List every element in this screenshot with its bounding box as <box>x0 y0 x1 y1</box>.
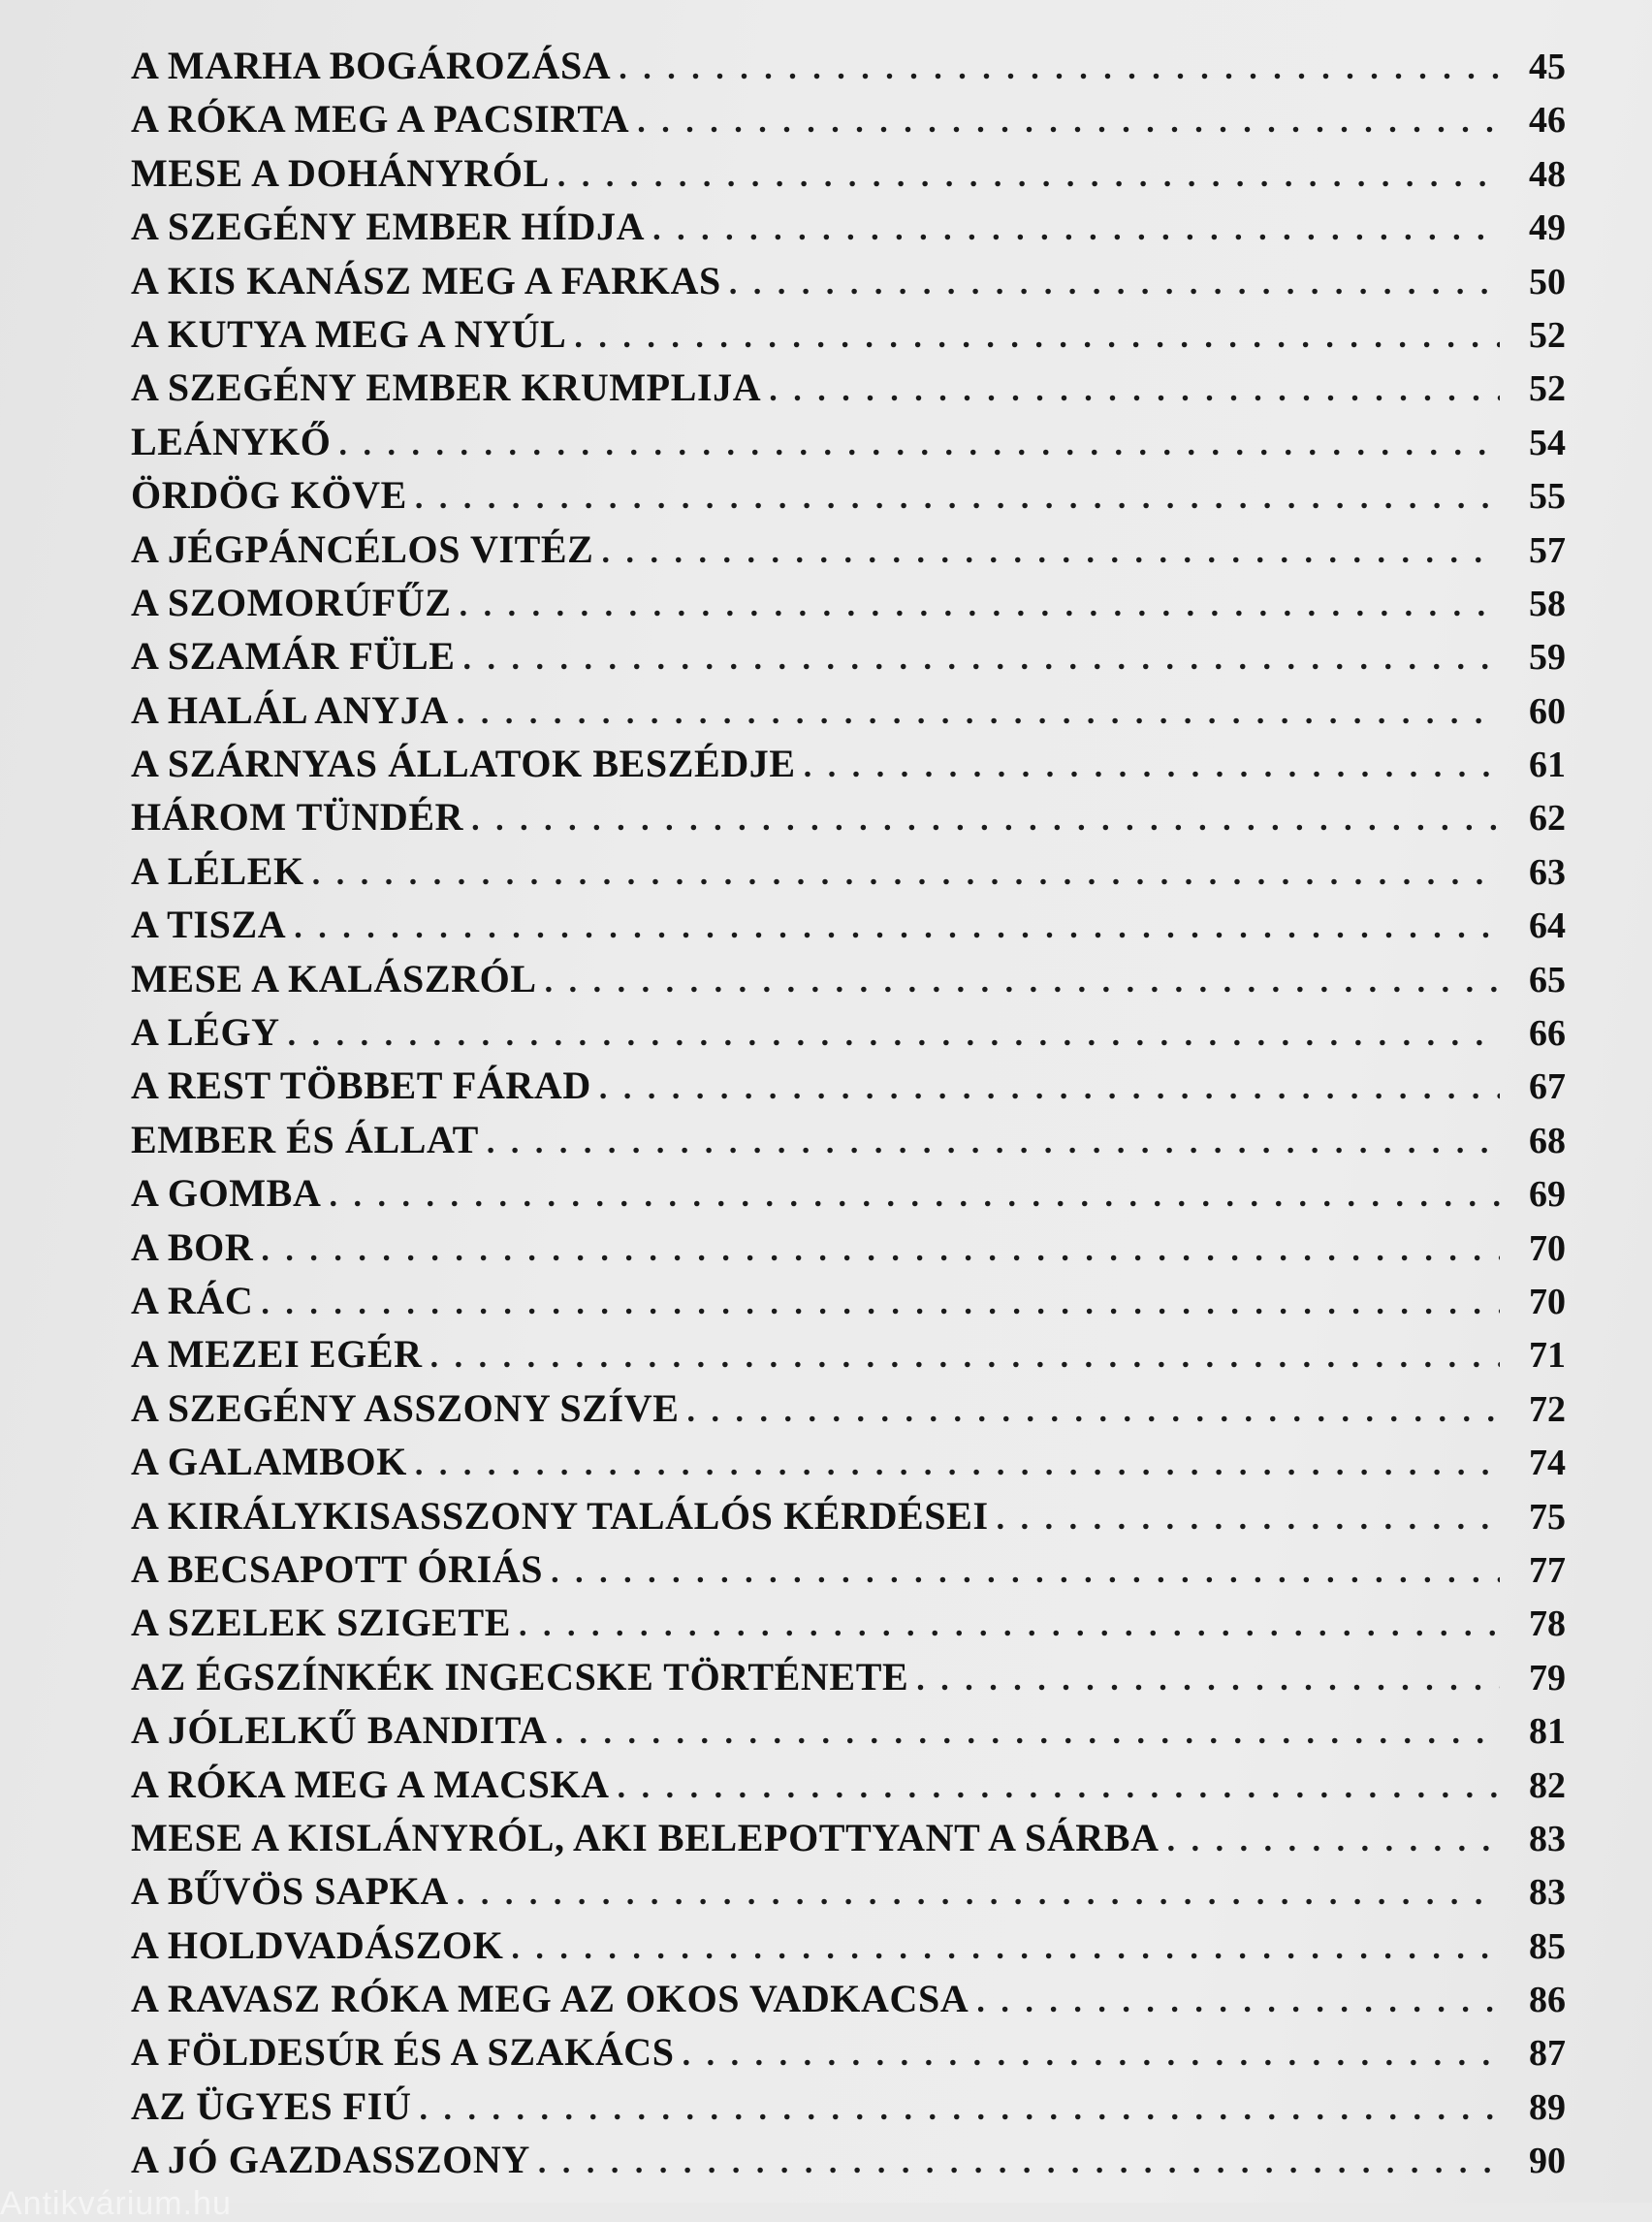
toc-entry-title: AZ ÜGYES FIÚ <box>131 2083 412 2128</box>
toc-entry-title: AZ ÉGSZÍNKÉK INGECSKE TÖRTÉNETE <box>131 1654 909 1698</box>
dot-leader <box>652 203 1500 256</box>
toc-entry-page-number: 52 <box>1529 314 1566 356</box>
toc-entry <box>131 415 1566 468</box>
toc-entry-title: A SZEGÉNY EMBER HÍDJA <box>131 205 646 249</box>
toc-entry <box>131 1221 1566 1274</box>
toc-entry-page-number: 62 <box>1529 798 1566 840</box>
dot-leader <box>419 2082 1500 2136</box>
toc-entry <box>131 1435 1566 1488</box>
toc-entry-title: A JÓLELKŰ BANDITA <box>131 1708 548 1753</box>
toc-entry <box>131 1864 1566 1918</box>
dot-leader <box>551 1545 1500 1599</box>
toc-entry-title: A SZAMÁR FÜLE <box>131 634 456 679</box>
toc-entry <box>131 1703 1566 1757</box>
toc-entry-page-number: 65 <box>1529 959 1566 1000</box>
dot-leader <box>601 525 1500 579</box>
dot-leader <box>769 364 1500 417</box>
toc-entry-page-number: 57 <box>1529 529 1566 571</box>
toc-entry-page-number: 78 <box>1529 1603 1566 1645</box>
toc-entry-page-number: 83 <box>1529 1818 1566 1859</box>
dot-leader <box>471 793 1500 846</box>
toc-entry-page-number: 58 <box>1529 583 1566 624</box>
toc-entry <box>131 1059 1566 1112</box>
toc-entry <box>131 523 1566 576</box>
toc-entry-page-number: 45 <box>1529 47 1566 87</box>
dot-leader <box>599 1062 1500 1115</box>
toc-entry-title: A LÉLEK <box>131 848 304 893</box>
toc-entry-page-number: 55 <box>1529 476 1566 518</box>
toc-entry-page-number: 63 <box>1529 851 1566 893</box>
toc-entry <box>131 1274 1566 1327</box>
toc-entry <box>131 200 1566 253</box>
dot-leader <box>457 1867 1500 1920</box>
toc-entry-title: A SZELEK SZIGETE <box>131 1601 512 1645</box>
dot-leader <box>976 1975 1500 2028</box>
dot-leader <box>460 579 1500 632</box>
toc-entry <box>131 468 1566 522</box>
toc-entry-page-number: 70 <box>1529 1281 1566 1322</box>
toc-entry-page-number: 72 <box>1529 1388 1566 1430</box>
toc-entry <box>131 1919 1566 1972</box>
dot-leader <box>637 95 1500 148</box>
toc-entry-page-number: 79 <box>1529 1657 1566 1698</box>
toc-entry <box>131 952 1566 1005</box>
dot-leader <box>1167 1814 1500 1867</box>
toc-entry-page-number: 74 <box>1529 1443 1566 1484</box>
toc-entry <box>131 790 1566 843</box>
toc-entry <box>131 1811 1566 1864</box>
toc-entry-title: A SZEGÉNY EMBER KRUMPLIJA <box>131 365 762 410</box>
toc-entry <box>131 2133 1566 2186</box>
dot-leader <box>686 1384 1500 1438</box>
toc-entry <box>131 2079 1566 2133</box>
toc-entry-title: MESE A DOHÁNYRÓL <box>131 150 550 195</box>
dot-leader <box>556 1706 1500 1760</box>
dot-leader <box>261 1277 1500 1330</box>
toc-entry-page-number: 66 <box>1529 1013 1566 1055</box>
toc-entry-title: MESE A KISLÁNYRÓL, AKI BELEPOTTYANT A SÁRBA <box>131 1815 1160 1859</box>
toc-entry <box>131 576 1566 629</box>
dot-leader <box>338 418 1500 471</box>
toc-entry <box>131 1381 1566 1435</box>
toc-entry-title: A LÉGY <box>131 1010 280 1055</box>
toc-entry <box>131 361 1566 414</box>
toc-entry-title: A SZOMORÚFŰZ <box>131 580 452 624</box>
dot-leader <box>294 901 1500 954</box>
dot-leader <box>511 1921 1500 1975</box>
toc-entry-page-number: 50 <box>1529 261 1566 302</box>
dot-leader <box>457 686 1500 740</box>
toc-entry <box>131 2025 1566 2079</box>
toc-entry-title: A MARHA BOGÁROZÁSA <box>131 44 612 87</box>
toc-entry-title: MESE A KALÁSZRÓL <box>131 956 537 1000</box>
dot-leader <box>463 632 1501 685</box>
toc-entry <box>131 39 1566 92</box>
toc-entry-page-number: 69 <box>1529 1174 1566 1216</box>
toc-entry-title: A KUTYA MEG A NYÚL <box>131 311 567 356</box>
dot-leader <box>804 740 1500 793</box>
dot-leader <box>997 1492 1500 1545</box>
toc-entry <box>131 1113 1566 1166</box>
dot-leader <box>618 1761 1500 1814</box>
toc-entry <box>131 1489 1566 1542</box>
toc-entry <box>131 1166 1566 1220</box>
dot-leader <box>545 955 1500 1008</box>
toc-entry-page-number: 83 <box>1529 1872 1566 1914</box>
toc-entry-title: LEÁNYKŐ <box>131 419 332 463</box>
toc-entry-page-number: 82 <box>1529 1764 1566 1806</box>
toc-entry <box>131 92 1566 145</box>
toc-entry-page-number: 67 <box>1529 1066 1566 1108</box>
toc-entry-page-number: 71 <box>1529 1335 1566 1377</box>
toc-entry-page-number: 68 <box>1529 1120 1566 1161</box>
toc-entry-page-number: 48 <box>1529 153 1566 195</box>
toc-entry-page-number: 70 <box>1529 1227 1566 1269</box>
dot-leader <box>288 1008 1500 1062</box>
toc-entry-title: A RÓKA MEG A MACSKA <box>131 1762 610 1806</box>
toc-entry-title: HÁROM TÜNDÉR <box>131 795 464 840</box>
toc-entry-title: A RÓKA MEG A PACSIRTA <box>131 97 630 142</box>
toc-entry-title: A RÁC <box>131 1278 254 1322</box>
toc-entry-page-number: 90 <box>1529 2141 1566 2182</box>
toc-entry <box>131 1542 1566 1596</box>
dot-leader <box>261 1223 1500 1277</box>
dot-leader <box>557 149 1500 203</box>
dot-leader <box>415 1438 1500 1491</box>
toc-entry-title: A SZEGÉNY ASSZONY SZÍVE <box>131 1385 680 1430</box>
dot-leader <box>538 2136 1500 2189</box>
toc-entry-title: A MEZEI EGÉR <box>131 1332 423 1377</box>
toc-entry <box>131 844 1566 898</box>
toc-entry <box>131 146 1566 200</box>
toc-entry-title: A HALÁL ANYJA <box>131 687 449 732</box>
toc-entry-title: A SZÁRNYAS ÁLLATOK BESZÉDJE <box>131 742 796 786</box>
toc-entry-title: ÖRDÖG KÖVE <box>131 473 407 518</box>
toc-entry-page-number: 49 <box>1529 207 1566 249</box>
toc-entry-page-number: 77 <box>1529 1549 1566 1591</box>
dot-leader <box>729 257 1500 310</box>
dot-leader <box>683 2028 1500 2081</box>
dot-leader <box>916 1653 1500 1706</box>
table-of-contents <box>131 39 1566 2187</box>
toc-entry-title: A BOR <box>131 1224 254 1269</box>
dot-leader <box>574 310 1500 364</box>
toc-entry-title: A HOLDVADÁSZOK <box>131 1922 504 1967</box>
toc-entry <box>131 254 1566 307</box>
toc-entry-page-number: 64 <box>1529 905 1566 947</box>
toc-entry-page-number: 85 <box>1529 1925 1566 1967</box>
toc-entry-title: A GOMBA <box>131 1171 322 1216</box>
toc-entry-title: A KIS KANÁSZ MEG A FARKAS <box>131 258 721 302</box>
dot-leader <box>415 471 1500 524</box>
dot-leader <box>430 1330 1500 1383</box>
dot-leader <box>329 1169 1500 1222</box>
toc-entry-page-number: 46 <box>1529 100 1566 142</box>
toc-entry-title: A JÓ GAZDASSZONY <box>131 2138 530 2182</box>
toc-entry-page-number: 87 <box>1529 2033 1566 2075</box>
toc-entry-title: A KIRÁLYKISASSZONY TALÁLÓS KÉRDÉSEI <box>131 1493 989 1538</box>
toc-entry-page-number: 75 <box>1529 1496 1566 1538</box>
toc-entry <box>131 307 1566 361</box>
toc-entry <box>131 1972 1566 2025</box>
toc-entry-page-number: 54 <box>1529 422 1566 463</box>
toc-entry-page-number: 60 <box>1529 690 1566 732</box>
toc-entry-page-number: 86 <box>1529 1980 1566 2021</box>
toc-entry <box>131 1327 1566 1381</box>
dot-leader <box>487 1116 1500 1169</box>
toc-entry-title: A BŰVÖS SAPKA <box>131 1869 449 1914</box>
toc-entry <box>131 629 1566 682</box>
toc-entry <box>131 1650 1566 1703</box>
toc-entry-page-number: 52 <box>1529 368 1566 410</box>
toc-entry <box>131 683 1566 737</box>
toc-entry-title: A REST TÖBBET FÁRAD <box>131 1063 591 1108</box>
dot-leader <box>519 1599 1500 1652</box>
toc-entry-title: EMBER ÉS ÁLLAT <box>131 1117 479 1161</box>
toc-entry-title: A FÖLDESÚR ÉS A SZAKÁCS <box>131 2030 675 2075</box>
toc-entry-page-number: 61 <box>1529 745 1566 786</box>
toc-entry <box>131 737 1566 790</box>
dot-leader <box>312 847 1500 901</box>
toc-entry-page-number: 59 <box>1529 637 1566 679</box>
toc-entry-page-number: 89 <box>1529 2086 1566 2128</box>
toc-entry-title: A RAVASZ RÓKA MEG AZ OKOS VADKACSA <box>131 1977 969 2021</box>
toc-entry <box>131 898 1566 951</box>
watermark: Antikvárium.hu <box>0 2185 232 2222</box>
toc-entry-title: A JÉGPÁNCÉLOS VITÉZ <box>131 526 594 571</box>
dot-leader <box>619 42 1500 95</box>
toc-entry-title: A BECSAPOTT ÓRIÁS <box>131 1546 544 1591</box>
toc-entry-title: A GALAMBOK <box>131 1440 407 1484</box>
toc-entry <box>131 1758 1566 1811</box>
toc-entry <box>131 1596 1566 1649</box>
toc-entry-title: A TISZA <box>131 903 287 947</box>
toc-entry <box>131 1005 1566 1059</box>
toc-entry-page-number: 81 <box>1529 1711 1566 1753</box>
